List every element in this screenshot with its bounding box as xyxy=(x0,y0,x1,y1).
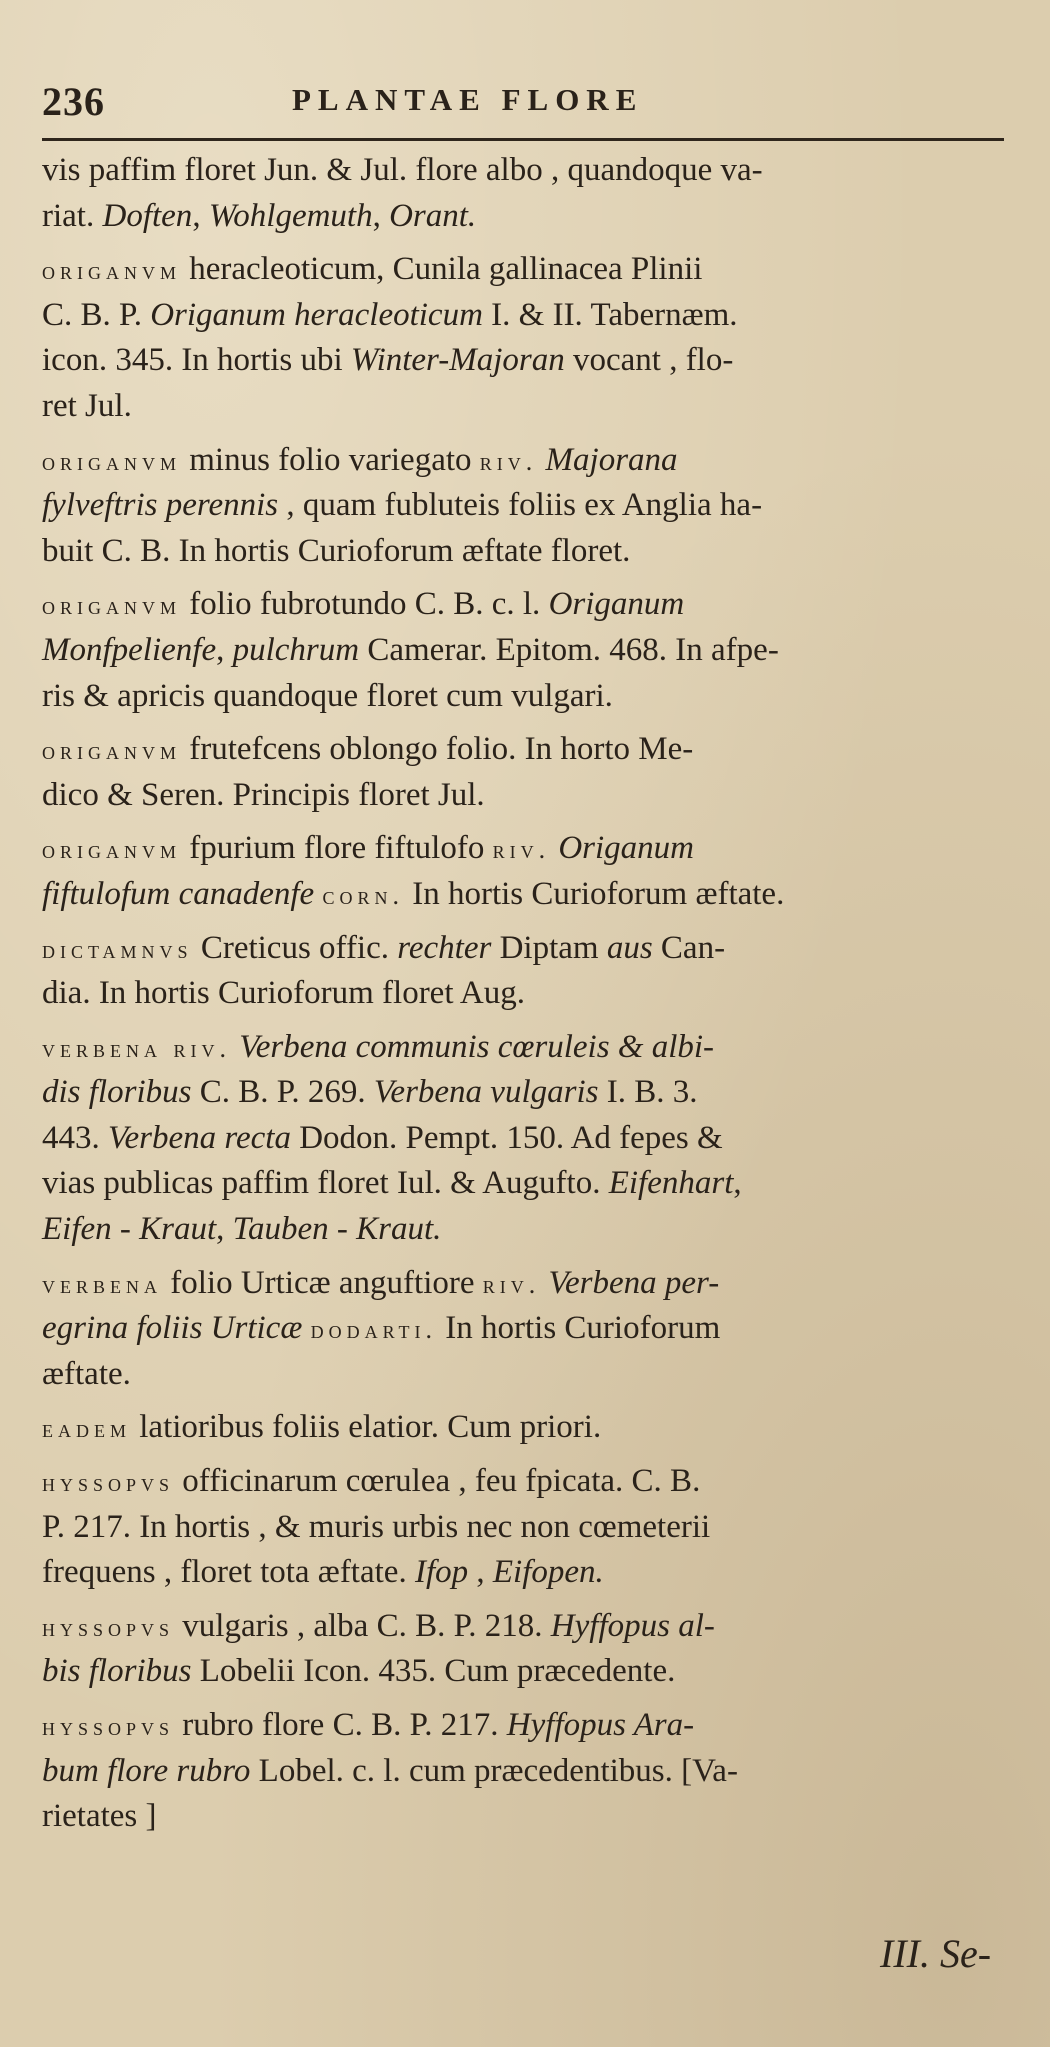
italic-run: rechter xyxy=(397,929,492,966)
italic-run: Eifopen. xyxy=(492,1554,604,1591)
small-caps-run: hyssopvs xyxy=(42,1612,175,1642)
paragraph-gap xyxy=(42,1695,1022,1703)
small-caps-run: riv. xyxy=(492,835,551,865)
italic-run: Verbena recta xyxy=(108,1119,291,1156)
italic-run: Origanum xyxy=(558,830,695,867)
paragraph-gap xyxy=(42,574,1022,582)
paragraph-gap xyxy=(42,430,1022,438)
italic-run: Verbena vulgaris xyxy=(373,1074,599,1111)
italic-run: Eifen - Kraut xyxy=(42,1211,217,1248)
paragraph-gap xyxy=(42,1451,1022,1459)
italic-run: Origanum heracleoticum xyxy=(150,296,483,333)
text-line: bum flore rubro Lobel. c. l. cum præcedentibus. [Va- xyxy=(42,1752,738,1789)
italic-run: Majorana xyxy=(545,441,678,478)
paragraph-gap xyxy=(42,719,1022,727)
text-line: Monfpelienfe, pulchrum Camerar. Epitom. 468. In afpe- xyxy=(42,631,779,668)
text-line: riat. Doften, Wohlgemuth, Orant. xyxy=(42,197,477,234)
small-caps-run: origanvm xyxy=(42,835,181,865)
italic-run: Wohlgemuth xyxy=(208,197,373,234)
small-caps-run: riv. xyxy=(482,1269,541,1299)
text-line: P. 217. In hortis , & muris urbis nec non cœmeterii xyxy=(42,1508,711,1545)
running-head xyxy=(42,78,1002,122)
italic-run: Hyffopus al- xyxy=(550,1607,715,1644)
text-line: verbena folio Urticæ anguftiore riv. Verbena per- xyxy=(42,1264,720,1301)
italic-run: Verbena per- xyxy=(548,1264,720,1301)
small-caps-run: riv. xyxy=(479,446,538,476)
text-line xyxy=(42,1025,1022,1071)
text-line: vis paffim floret Jun. & Jul. flore albo , quandoque va- xyxy=(42,152,763,188)
text-line: origanvm fpurium flore fiftulofo riv. Origanum xyxy=(42,830,695,867)
small-caps-run: verbena riv. xyxy=(42,1033,231,1063)
small-caps-run: corn. xyxy=(322,880,404,910)
paragraph-gap xyxy=(42,239,1022,247)
text-line: origanvm minus folio variegato riv. Majorana xyxy=(42,441,678,478)
italic-run: bis floribus xyxy=(42,1653,192,1690)
paragraph-gap xyxy=(42,1397,1022,1405)
small-caps-run: hyssopvs xyxy=(42,1468,175,1498)
small-caps-run: origanvm xyxy=(42,736,181,766)
small-caps-run: origanvm xyxy=(42,446,181,476)
small-caps-run: hyssopvs xyxy=(42,1712,175,1741)
italic-run: Doften xyxy=(102,197,193,234)
text-line: egrina foliis Urticæ dodarti. In hortis Curioforum xyxy=(42,1310,721,1347)
text-line: vias publicas paffim floret Iul. & Augufto. Eifenhart, xyxy=(42,1165,742,1202)
text-line: 443. Verbena recta Dodon. Pempt. 150. Ad fepes & xyxy=(42,1119,723,1156)
catchword: III. Se- xyxy=(880,1931,992,1976)
small-caps-run: eadem xyxy=(42,1414,131,1444)
text-line: ris & apricis quandoque floret cum vulgari. xyxy=(42,677,613,714)
text-line: dico & Seren. Principis floret Jul. xyxy=(42,776,485,813)
small-caps-run: dictamnvs xyxy=(42,934,193,964)
italic-run: aus xyxy=(606,929,653,966)
small-caps-run: origanvm xyxy=(42,591,181,621)
text-line: origanvm heracleoticum, Cunila gallinacea Plinii xyxy=(42,251,703,288)
italic-run: Orant. xyxy=(389,197,477,234)
text-line: æftate. xyxy=(42,1355,131,1392)
italic-run: pulchrum xyxy=(232,631,360,668)
italic-run: fylveftris perennis xyxy=(42,487,279,524)
text-line: C. B. P. Origanum heracleoticum I. & II. Tabernæm. xyxy=(42,296,738,333)
header-rule xyxy=(42,138,1004,141)
italic-run: Verbena communis cœruleis & albi- xyxy=(239,1028,715,1065)
text-line: bis floribus Lobelii Icon. 435. Cum præcedente. xyxy=(42,1653,676,1690)
text-line: frequens , floret tota æftate. Ifop , Eifopen. xyxy=(42,1554,604,1591)
text-line: fylveftris perennis , quam fubluteis foliis ex Anglia ha- xyxy=(42,487,763,524)
text-line: dictamnvs Creticus offic. rechter Diptam aus Can- xyxy=(42,929,726,966)
text-line: ret Jul. xyxy=(42,387,132,424)
small-caps-run: verbena xyxy=(42,1269,162,1299)
text-line: origanvm frutefcens oblongo folio. In horto Me- xyxy=(42,731,694,768)
italic-run: dis floribus xyxy=(42,1074,192,1111)
paragraph-gap xyxy=(42,918,1022,926)
italic-run: Monfpelienfe xyxy=(42,631,217,668)
italic-run: egrina foliis Urticæ xyxy=(42,1310,303,1347)
paragraph-gap xyxy=(42,1017,1022,1025)
page-number: 236 xyxy=(42,79,105,124)
text-line: hyssopvs officinarum cœrulea , feu fpicata. C. B. xyxy=(42,1463,701,1500)
body-text xyxy=(42,148,1022,1840)
text-line: rietates ] xyxy=(42,1798,157,1835)
text-line: Eifen - Kraut, Tauben - Kraut. xyxy=(42,1211,442,1248)
text-line: hyssopvs rubro flore C. B. P. 217. Hyffopus Ara- xyxy=(42,1707,695,1743)
running-title: PLANTAE FLORE xyxy=(292,82,644,117)
small-caps-run: origanvm xyxy=(42,256,181,286)
text-line: icon. 345. In hortis ubi Winter-Majoran vocant , flo- xyxy=(42,342,734,379)
text-line: dia. In hortis Curioforum floret Aug. xyxy=(42,975,526,1012)
italic-run: Origanum xyxy=(548,586,685,623)
italic-run: Hyffopus Ara- xyxy=(506,1707,695,1743)
small-caps-run: dodarti. xyxy=(310,1315,438,1345)
text-line: eadem latioribus foliis elatior. Cum priori. xyxy=(42,1409,602,1446)
text-line: dis floribus C. B. P. 269. Verbena vulgaris I. B. 3. xyxy=(42,1074,698,1111)
text-line: hyssopvs vulgaris , alba C. B. P. 218. Hyffopus al- xyxy=(42,1607,715,1644)
paragraph-gap xyxy=(42,1596,1022,1604)
italic-run: fiftulofum canadenfe xyxy=(42,875,315,912)
italic-run: Tauben - Kraut. xyxy=(232,1211,442,1248)
italic-run: Ifop xyxy=(414,1554,469,1591)
italic-run: Eifenhart xyxy=(608,1165,734,1202)
paragraph-gap xyxy=(42,1253,1022,1261)
text-line: fiftulofum canadenfe corn. In hortis Curioforum æftate. xyxy=(42,875,785,912)
italic-run: Winter-Majoran xyxy=(350,342,565,379)
text-line: origanvm folio fubrotundo C. B. c. l. Origanum xyxy=(42,586,685,623)
text-line: buit C. B. In hortis Curioforum æftate floret. xyxy=(42,532,631,569)
paragraph-gap xyxy=(42,818,1022,826)
italic-run: bum flore rubro xyxy=(42,1752,251,1789)
